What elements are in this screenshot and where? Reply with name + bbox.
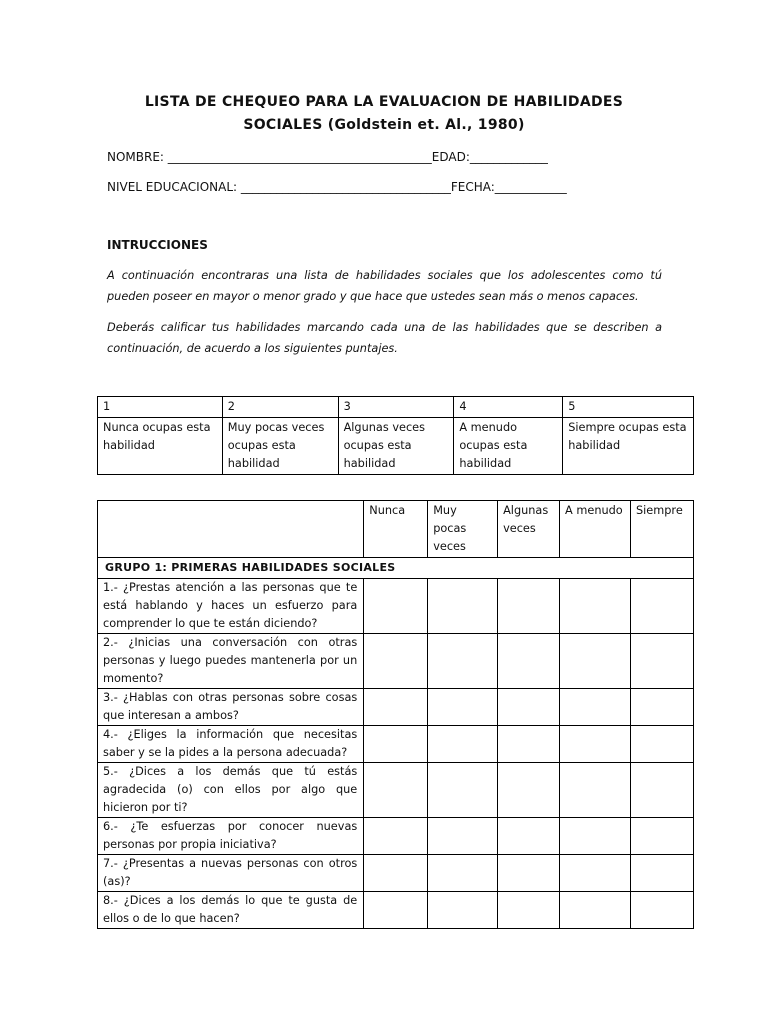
skills-checklist-table — [97, 500, 694, 929]
question-row — [98, 634, 694, 689]
column-header-muy-pocas-veces: Muy pocas veces — [428, 501, 498, 558]
answer-cell-a-menudo[interactable] — [560, 634, 631, 689]
answer-cell-algunas-veces[interactable] — [498, 763, 560, 818]
column-header-siempre: Siempre — [630, 501, 693, 558]
question-text: 2.- ¿Inicias una conversación con otras personas y luego puedes mantenerla por un momento? — [98, 634, 364, 689]
column-header-nunca: Nunca — [364, 501, 428, 558]
answer-cell-siempre[interactable] — [630, 763, 693, 818]
question-row — [98, 855, 694, 892]
instructions-heading: INTRUCCIONES — [107, 238, 208, 252]
answer-cell-a-menudo[interactable] — [560, 763, 631, 818]
column-header-row — [98, 501, 694, 558]
question-text: 5.- ¿Dices a los demás que tú estás agradecida (o) con ellos por algo que hicieron por ti? — [98, 763, 364, 818]
answer-cell-algunas-veces[interactable] — [498, 689, 560, 726]
question-text: 3.- ¿Hablas con otras personas sobre cosas que interesan a ambos? — [98, 689, 364, 726]
answer-cell-siempre[interactable] — [630, 689, 693, 726]
answer-cell-siempre[interactable] — [630, 634, 693, 689]
question-text: 6.- ¿Te esfuerzas por conocer nuevas personas por propia iniciativa? — [98, 818, 364, 855]
blank-header-cell — [98, 501, 364, 558]
scale-number: 3 — [338, 397, 454, 418]
scale-number: 5 — [563, 397, 694, 418]
scale-number: 2 — [222, 397, 338, 418]
answer-cell-siempre[interactable] — [630, 855, 693, 892]
answer-cell-nunca[interactable] — [364, 892, 428, 929]
group-1-title: GRUPO 1: PRIMERAS HABILIDADES SOCIALES — [98, 558, 694, 579]
answer-cell-nunca[interactable] — [364, 689, 428, 726]
answer-cell-a-menudo[interactable] — [560, 855, 631, 892]
answer-cell-muy-pocas-veces[interactable] — [428, 763, 498, 818]
question-row — [98, 892, 694, 929]
answer-cell-algunas-veces[interactable] — [498, 579, 560, 634]
answer-cell-nunca[interactable] — [364, 818, 428, 855]
scale-number: 1 — [98, 397, 223, 418]
column-header-algunas-veces: Algunas veces — [498, 501, 560, 558]
question-row — [98, 726, 694, 763]
answer-cell-algunas-veces[interactable] — [498, 634, 560, 689]
group-header-row — [98, 558, 694, 579]
answer-cell-algunas-veces[interactable] — [498, 726, 560, 763]
answer-cell-a-menudo[interactable] — [560, 726, 631, 763]
answer-cell-algunas-veces[interactable] — [498, 818, 560, 855]
nombre-edad-line: NOMBRE: ____________________________________________EDAD:_____________ — [107, 150, 548, 164]
instructions-paragraph-2: Deberás calificar tus habilidades marcando cada una de las habilidades que se describen a continuación, de acuerdo a los siguientes puntajes. — [107, 321, 662, 355]
scale-description: Muy pocas veces ocupas esta habilidad — [222, 418, 338, 475]
scale-description: Nunca ocupas esta habilidad — [98, 418, 223, 475]
scale-description: A menudo ocupas esta habilidad — [454, 418, 563, 475]
scale-table — [97, 396, 694, 475]
answer-cell-siempre[interactable] — [630, 892, 693, 929]
answer-cell-nunca[interactable] — [364, 634, 428, 689]
document-title-line-1: LISTA DE CHEQUEO PARA LA EVALUACION DE HABILIDADES — [144, 94, 624, 110]
instructions-paragraph-1: A continuación encontraras una lista de habilidades sociales que los adolescentes como tú pueden poseer en mayor o menor grado y que hace que ustedes sean más o menos capaces. — [107, 269, 662, 303]
question-text: 8.- ¿Dices a los demás lo que te gusta de ellos o de lo que hacen? — [98, 892, 364, 929]
answer-cell-muy-pocas-veces[interactable] — [428, 726, 498, 763]
answer-cell-muy-pocas-veces[interactable] — [428, 892, 498, 929]
answer-cell-a-menudo[interactable] — [560, 818, 631, 855]
question-row — [98, 818, 694, 855]
scale-description-row — [98, 418, 694, 475]
answer-cell-muy-pocas-veces[interactable] — [428, 818, 498, 855]
answer-cell-algunas-veces[interactable] — [498, 855, 560, 892]
answer-cell-muy-pocas-veces[interactable] — [428, 579, 498, 634]
question-text: 4.- ¿Eliges la información que necesitas saber y se la pides a la persona adecuada? — [98, 726, 364, 763]
answer-cell-muy-pocas-veces[interactable] — [428, 689, 498, 726]
answer-cell-siempre[interactable] — [630, 726, 693, 763]
scale-number: 4 — [454, 397, 563, 418]
answer-cell-siempre[interactable] — [630, 818, 693, 855]
scale-description: Algunas veces ocupas esta habilidad — [338, 418, 454, 475]
answer-cell-nunca[interactable] — [364, 855, 428, 892]
question-text: 7.- ¿Presentas a nuevas personas con otros (as)? — [98, 855, 364, 892]
answer-cell-a-menudo[interactable] — [560, 579, 631, 634]
question-row — [98, 763, 694, 818]
answer-cell-nunca[interactable] — [364, 763, 428, 818]
answer-cell-a-menudo[interactable] — [560, 689, 631, 726]
scale-description: Siempre ocupas esta habilidad — [563, 418, 694, 475]
answer-cell-nunca[interactable] — [364, 579, 428, 634]
question-text: 1.- ¿Prestas atención a las personas que te está hablando y haces un esfuerzo para comprender lo que te están diciendo? — [98, 579, 364, 634]
question-row — [98, 579, 694, 634]
answer-cell-a-menudo[interactable] — [560, 892, 631, 929]
nivel-fecha-line: NIVEL EDUCACIONAL: ___________________________________FECHA:____________ — [107, 180, 567, 194]
answer-cell-siempre[interactable] — [630, 579, 693, 634]
answer-cell-nunca[interactable] — [364, 726, 428, 763]
answer-cell-algunas-veces[interactable] — [498, 892, 560, 929]
answer-cell-muy-pocas-veces[interactable] — [428, 634, 498, 689]
scale-number-row — [98, 397, 694, 418]
question-row — [98, 689, 694, 726]
document-title-line-2: SOCIALES (Goldstein et. Al., 1980) — [243, 117, 525, 133]
answer-cell-muy-pocas-veces[interactable] — [428, 855, 498, 892]
column-header-a-menudo: A menudo — [560, 501, 631, 558]
